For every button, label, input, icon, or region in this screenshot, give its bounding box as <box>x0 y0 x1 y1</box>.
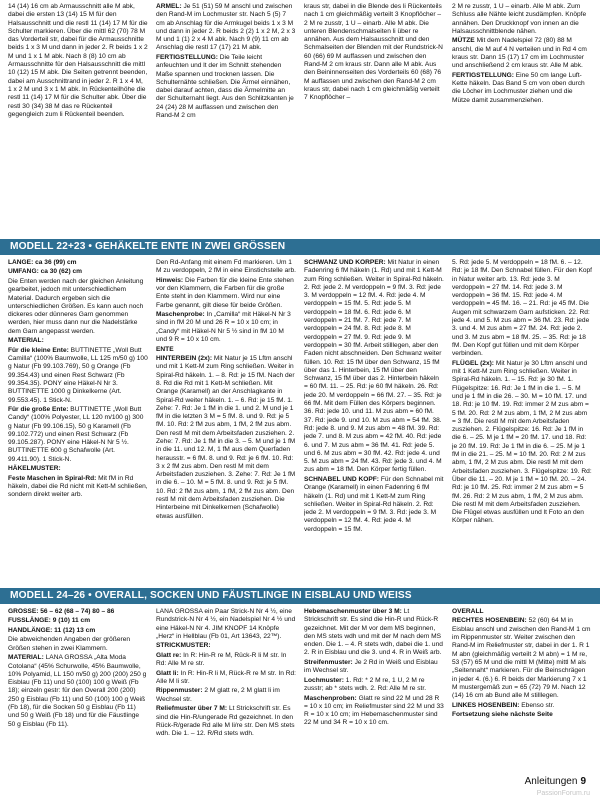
paragraph <box>452 608 592 616</box>
paragraph-text: 52 (60) 64 M in Eisblau anschl und zwischen den Rand-M 1 cm im Rippenmuster str. Weiter zwischen den Rand-M im Reliefmuster str, dabei in der 1. R 1 M abn (gleichmäßig verteilt 2 M abn) = 1 M re, 53 (57) 65 M und die mittl M (Mitte) mittl M als „Seitennaht“ markieren. Für die Beinschrägen in jeder 4. (6.) 6. R beids der Markierung 7 x 1 M mustergemäß zun = 65 (72) 79 M. Nach 12 (14) 16 cm ab Bund alle M stilllegen. <box>452 617 591 700</box>
paragraph <box>452 360 592 526</box>
paragraph-text: FUSSLÄNGE: 9 (10) 11 cm <box>8 617 91 625</box>
paragraph <box>156 652 296 669</box>
paragraph-text: GRÖSSE: 56 – 62 (68 – 74) 80 – 86 <box>8 608 115 615</box>
column <box>452 259 592 584</box>
paragraph-text: kraus str, dabei in die Blende des li Rückenteils nach 1 cm gleichmäßig verteilt 3 Knopflöcher – 2 M re zusstr, 1 U – einarb. Alle M abk. Die unteren Blendenschmalseiten li über re annähen. Aus dem Halsausschnitt und den Schmalseiten der Blenden mit der Rundstrick-N 60 (66) 69 M auffassen und zwischen den Rand-M 2 cm kraus str. Dann alle M abk. Aus den Beininnenseiten des Vorderteils 60 (68) 76 M auffassen und zwischen den Rand-M 2 cm kraus str, dabei nach 1 cm gleichmäßig verteilt 7 Knopflöcher – <box>304 3 443 102</box>
paragraph <box>8 268 148 276</box>
paragraph-heading: MATERIAL: <box>8 337 44 345</box>
paragraph <box>8 465 148 473</box>
paragraph-text: Für den Schnabel mit Orange (Karamell) in einen Fadenring 6 fM häkeln (1. Rd) und mit 1 Kett-M zum Ring schließen. Weiter in Spiral-Rd häkeln. 2. Rd: jede 2. M verdoppeln = 9 fM. 3. Rd: jede 3. M verdoppeln = 12 fM. 4. Rd: jede 4. M verdoppeln = 15 fM. <box>304 475 444 533</box>
paragraph <box>304 659 444 676</box>
paragraph <box>8 654 148 729</box>
paragraph <box>8 406 148 464</box>
paragraph <box>156 670 296 687</box>
paragraph-text: Je 2 Rd in Weiß und Eisblau im Wechsel str. <box>304 658 438 675</box>
paragraph-text: Ebenso str. <box>521 701 555 709</box>
top-continuation-section <box>8 3 592 235</box>
paragraph <box>8 636 148 653</box>
paragraph <box>156 687 296 704</box>
paragraph-text: Mit Natur je 15 Lftm anschl und mit 1 Kett-M zum Ring schließen. Weiter in Spiral-Rd häkeln. 1. – 8. Rd: je 15 fM. Nach der 8. Rd die Rd mit 1 Kett-M schließen. Mit Orange (Karamell) an der Anschlagkante in Spiral-Rd weiter häkeln. 1. – 6. Rd: je 15 fM. 1. Zehe: 7. Rd: Je 1 fM in die 1. und 2. M und je 1 fM in die letzten 3 M = 5 fM. 8. und 9. Rd: je 5 fM. 10. Rd: 2 fM zus abm, 1 fM, 2 fM zus abm. Den restl M mit dem Arbeitsfaden zusziehen. 2. Zehe: 7. Rd: Je 1 fM in die 3. – 5. M und je 1 fM in die 11. und 12. M, 1 fM aus dem Querfaden herausstr. = 6 fM. 8. und 9. Rd: je 6 fM. 10. Rd: 3 x 2 fM zus abm. Den restl M mit dem Arbeitsfaden zusziehen. 3. Zehe: 7. Rd: Je 1 fM in die 6. – 10. M = 5 fM. 8. und 9. Rd: je 5 fM. 10. Rd: 2 fM zus abm, 1 fM, 2 fM zus abm. Den restl M mit dem Arbeitsfaden zusziehen. Die Hinterbeine mit Dinkelkernen (Schafwolle) etwas ausfüllen. <box>156 355 296 520</box>
paragraph-text: Mit Natur je 30 Lftm anschl und mit 1 Kett-M zum Ring schließen. Weiter in Spiral-Rd häkeln. 1. – 15. Rd: je 30 fM. 1. Flügelspitze: 16. Rd: Je 1 fM in die 1. – 5. M und je 1 fM in die 26. – 30. M = 10 fM. 17. und 18. Rd: je 10 fM. 19. Rd: immer 2 M zus abm = 5 fM. 20. Rd: 2 M zus abm, 1 fM, 2 M zus abm = 3 fM. Die restl M mit dem Arbeitsfaden zusziehen. 2. Flügelspitze: 16. Rd: Je 1 fM in die 6. – 25. M je 1 fM = 20 fM. 17. und 18. Rd: je 20 fM. 19. Rd: Je 1 fM in die 6. – 25. M je 1 fM in die 21. – 25. M = 10 fM. 20. Rd: 2 M zus abm, 1 fM, 2 M zus abm. Die restl M mit dem Arbeitsfaden zusziehen. 3. Flügelspitze: 19. Rd: Über die 11. – 20. M je 1 fM = 10 fM. 20. – 24. Rd: je 10 fM. 25. Rd: immer 2 M zus abm = 5 fM. 26. Rd: 2 M zus abm, 1 fM, 2 M zus abm. Die restl M mit dem Arbeitsfaden zusziehen. Die Flügel etwas ausfüllen und lt Foto an den Körper nähen. <box>452 359 592 525</box>
paragraph <box>156 608 296 641</box>
paragraph-heading: ÄRMEL: <box>156 3 182 10</box>
paragraph <box>156 346 296 354</box>
paragraph-heading: Fortsetzung siehe nächste Seite <box>452 711 553 719</box>
paragraph-text: In „Camilla“ mit Häkel-N Nr 3 sind in fM 20 M und 26 R = 10 x 10 cm; in „Candy“ mit Häkel-N Nr 5 ½ sind in fM 10 M und 9 R = 10 x 10 cm. <box>156 311 291 344</box>
paragraph-text: LANA GROSSA ein Paar Strick-N Nr 4 ½, eine Rundstrick-N Nr 4 ½, ein Nadelspiel Nr 4 ½ und eine Häkel-N Nr 4. JIM KNOPF 14 Knöpfe „Herz“ in Hellblau (Fb 01, Art 13643, 22™). <box>156 608 296 640</box>
paragraph <box>452 259 592 359</box>
column <box>304 259 444 584</box>
paragraph-text: Lt Strickschrift str. Es sind die Hin-R und Rück-R gezeichnet. Mit der M vor dem MS beginnen, den MS stets wdh und mit der M nach dem MS enden. Die 1. – 4. R stets wdh, dabei die 1. und 2. R in Eisblau und die 3. und 4. R in Weiß arb. <box>304 608 443 657</box>
paragraph <box>304 695 444 728</box>
paragraph-heading: SCHNABEL UND KOPF: <box>304 475 379 483</box>
paragraph-text: Die Teile leicht anfeuchten und lt der im Schnitt stehenden Maße spannen und trocknen lassen. Die Schulternähte schließen. Die Ärmel einnähen, dabei darauf achten, dass die Ärmelmitte an der Schulternaht liegt. Aus den Schlitzkanten je 24 (24) 28 M auffassen und zwischen den Rand-M 2 cm <box>156 53 294 120</box>
paragraph-text: Mit dem Nadelspiel 72 (80) 88 M anschl, die M auf 4 N verteilen und in Rd 4 cm kraus str. Dann 15 (17) 17 cm im Lochmuster und anschließend 2 cm kraus str. Alle M abk. <box>452 37 587 70</box>
paragraph-text: Eine 50 cm lange Luft-Kette häkeln. Das Band 5 cm von oben durch die Löcher im Lochmuster ziehen und die Mütze damit zusammenziehen. <box>452 71 585 104</box>
paragraph-text: 5. Rd: jede 5. M verdoppeln = 18 fM. 6. – 12. Rd: je 18 fM. Den Schnabel füllen. Für den Kopf in Natur weiter arb. 13. Rd: jede 3. M verdoppeln = 27 fM. 14. Rd: jede 3. M verdoppeln = 36 fM. 15. Rd: jede 4. M verdoppeln = 45 fM. 16. – 21. Rd: je 45 fM. Die Augen mit schwarzem Garn aufsticken. 22. Rd: jede 4. und 5. M zus abm = 36 fM. 23. Rd: jede 3. und 4. M zus abm = 27 fM. 24. Rd: jede 2. und 3. M zus abm = 18 fM. 25. – 35. Rd: je 18 fM. Den Kopf gut füllen und mit dem Körper verbinden. <box>452 259 592 358</box>
paragraph-heading: OVERALL <box>452 608 484 615</box>
column <box>304 608 444 774</box>
paragraph-heading: Rippenmuster: <box>156 687 203 695</box>
column <box>8 259 148 584</box>
column <box>452 3 592 235</box>
paragraph-text: Lt Strickschrift str. Es sind die Hin-R/ungerade Rd gezeichnet. In den Rück-R/gerade Rd alle M li/re str. Den MS stets wdh. Die 1. – 12. R/Rd stets wdh. <box>156 705 295 738</box>
paragraph-heading: Glatt li: <box>156 669 179 677</box>
paragraph-text: BUTTINETTE „Woll Butt Candy“ (100% Polyester, LL 120 m/100 g) 300 g Natur (Fb 99.106.15), 50 g Karamell (Fb 99.102.772) und einen Rest Schwarz (Fb 99.105.287). PONY eine Häkel-N Nr 5 ½. BUTTINETTE 600 g Schafwolle (Art. 99.411.90). 1 Stick-N. <box>8 405 144 463</box>
paragraph-text: BUTTINETTE „Woll Butt Camilla“ (100% Baumwolle, LL 125 m/50 g) 100 g Natur (Fb 99.103.769), 50 g Orange (Fb 99.354.43) und einen Rest Schwarz (Fb 99.354.35). PONY eine Häkel-N Nr 3. BUTTINETTE 1000 g Dinkelkerne (Art. 99.553.45). 1 Stick-N. <box>8 346 148 404</box>
column <box>156 3 296 235</box>
column <box>8 3 148 235</box>
footer-label: Anleitungen <box>524 776 578 787</box>
paragraph-text: Je 51 (51) 59 M anschl und zwischen den Rand-M im Lochmuster str. Nach 5 (5) 7 cm ab Anschlag für die Armkugel beids 1 x 3 M und dann in jeder 2. R beids 2 (2) 1 x 2 M, 2 x 3 M und 1 (1) 2 x 4 M abk. Nach 9 (9) 11 cm ab Anschlag die restl 17 (17) 21 M abk. <box>156 3 296 52</box>
paragraph <box>452 711 592 719</box>
paragraph-text: LÄNGE: ca 36 (99) cm <box>8 259 77 266</box>
paragraph-heading: FLÜGEL (2x): <box>452 359 495 367</box>
page-footer <box>525 776 586 789</box>
paragraph-heading: MATERIAL: <box>8 654 44 662</box>
column <box>304 3 444 235</box>
paragraph-text: Mit Natur in einen Fadenring 6 fM häkeln (1. Rd) und mit 1 Kett-M zum Ring schließen. Weiter in Spiral-Rd häkeln. 2. Rd: jede 2. M verdoppeln = 9 fM. 3. Rd: jede 3. M verdoppeln = 12 fM. 4. Rd: jede 4. M verdoppeln = 15 fM. 5. Rd: jede 5. M verdoppeln = 18 fM. 6. Rd: jede 6. M verdoppeln = 21 fM. 7. Rd: jede 7. M verdoppeln = 24 fM. 8. Rd: jede 8. M verdoppeln = 27 fM. 9. Rd: jede 9. M verdoppeln = 30 fM. Arbeit stilllegen, aber den Faden nicht abschneiden. Den Schwanz weiter füllen. 10. Rd: 15 fM über den Schwanz, 15 fM über das 1. Hinterbein, 15 fM über den Schwanz, 15 fM über das 2. Hinterbein häkeln = 60 fM. 11. – 25. Rd: je 60 fM häkeln. 26. Rd: jede 20. M verdoppeln = 66 fM. 27. – 35. Rd: je 66 fM. Mit dem Füllen des Körpers beginnen. 36. Rd: jede 10. und 11. M zus abm = 60 fM. 37. Rd: jede 9. und 10. M zus abm = 54 fM. 38. Rd: jede 8. und 9. M zus abm = 48 fM. 39. Rd: jede 7. und 8. M zus abm = 42 fM. 40. Rd: jede 6. und 7. M zus abm = 36 fM. 41. Rd: jede 5. und 6. M zus abm = 30 fM. 42. Rd: jede 4. und 5. M zus abm = 24 fM. 43. Rd: jede 3. und 4. M zus abm = 18 fM. Den Körper fertig füllen. <box>304 259 444 474</box>
paragraph <box>304 677 444 694</box>
paragraph-heading: Für die große Ente: <box>8 405 69 413</box>
paragraph <box>8 3 148 119</box>
paragraph-heading: Lochmuster: <box>304 676 344 684</box>
paragraph-text: HANDLÄNGE: 11 (12) 13 cm <box>8 626 96 634</box>
column <box>8 608 148 774</box>
paragraph-heading: Glatt re: <box>156 651 182 659</box>
page-number: 9 <box>580 776 586 787</box>
paragraph-text: LANA GROSSA „Alta Moda Cotolana“ (45% Schurwolle, 45% Baumwolle, 10% Polyamid, LL 150 m/50 g) 200 (200) 250 g Eisblau (Fb 11) und 50 (100) 100 g Weiß (Fb 18); einzeln gestr: für den Overall 200 (200) 250 g Eisblau (Fb 11) und 50 (100) 100 g Weiß (Fb 18), für die Socken 50 g Eisblau (Fb 11) und 50 g Weiß (Fb 18) und für die Fäustlinge 50 g Eisblau (Fb 11). <box>8 654 147 728</box>
paragraph <box>156 54 296 120</box>
paragraph <box>156 705 296 738</box>
paragraph-heading: Feste Maschen in Spiral-Rd: <box>8 474 97 482</box>
column <box>156 259 296 584</box>
paragraph <box>304 608 444 658</box>
paragraph-text: Die Farben für die kleine Ente stehen vor den Klammern, die Farben für die große Ente steht in den Klammern. Wird nur eine Farbe genannt, gilt diese für beide Größen. <box>156 276 294 309</box>
model-24-26-section <box>8 608 592 774</box>
paragraph-heading: HINTERBEIN (2x): <box>156 355 213 363</box>
paragraph-text: Mit fM in Rd häkeln, dabei die Rd nicht mit Kett-M schließen, sondern direkt weiter arb. <box>8 474 148 499</box>
paragraph <box>8 337 148 345</box>
paragraph <box>8 278 148 336</box>
paragraph-text: UMFANG: ca 30 (62) cm <box>8 268 83 276</box>
paragraph <box>304 259 444 475</box>
paragraph-heading: STRICKMUSTER: <box>156 642 211 650</box>
column <box>452 608 592 774</box>
paragraph <box>8 617 148 625</box>
paragraph <box>452 37 592 70</box>
paragraph-heading: Reliefmuster über 7 M: <box>156 705 228 713</box>
paragraph <box>8 475 148 500</box>
paragraph <box>156 277 296 310</box>
paragraph <box>8 627 148 635</box>
paragraph-heading: HÄKELMUSTER: <box>8 465 61 473</box>
paragraph <box>8 347 148 405</box>
paragraph-heading: Hebemaschenmuster über 3 M: <box>304 608 402 615</box>
paragraph-heading: MÜTZE <box>452 37 475 45</box>
paragraph <box>304 3 444 103</box>
paragraph-heading: Maschenproben: <box>304 694 357 702</box>
paragraph-heading: RECHTES HOSENBEIN: <box>452 617 527 625</box>
paragraph <box>156 355 296 521</box>
paragraph-text: 1. Rd: * 2 M re, 1 U, 2 M re zusstr; ab * stets wdh. 2. Rd: Alle M re str. <box>304 676 427 693</box>
paragraph-heading: Maschenprobe: <box>156 311 205 319</box>
paragraph <box>8 608 148 616</box>
column <box>156 608 296 774</box>
model-22-23-section <box>8 259 592 584</box>
paragraph <box>156 3 296 53</box>
paragraph <box>452 617 592 700</box>
section-banner-model-22-23: MODELL 22+23 • GEHÄKELTE ENTE IN ZWEI GRÖSSEN <box>0 239 600 255</box>
paragraph <box>156 642 296 650</box>
section-banner-model-24-26: MODELL 24–26 • OVERALL, SOCKEN UND FÄUSTLINGE IN EISBLAU UND WEISS <box>0 588 600 604</box>
paragraph-text: 14 (14) 16 cm ab Armausschnitt alle M abk, dabei die ersten 13 (14) 15 M für den Halsausschnitt und die restl 11 (14) 17 M für die Schulter markieren. Über die mittl 62 (70) 78 M das Vorderteil str, dabei für die Armausschnitte beids 1 x 3 M und dann in jeder 2. R beids 1 x 2 M und 1 x 1 M abk. Nach 8 (8) 10 cm ab Armausschnitte für den Halsausschnitt die mittl 10 (12) 15 M abk. Die Seiten getrennt beenden, dabei am Ausschnittrand in jeder 2. R 1 x 4 M, 1 x 2 M und 3 x 1 M abk. In Rückenteilhöhe die restl 11 (14) 17 M für die Schulter abk. Über die restl 30 (34) 38 M das re Rückenteil gegengleich zum li Rückenteil beenden. <box>8 3 148 118</box>
paragraph-heading: ENTE <box>156 345 174 353</box>
paragraph <box>452 702 592 710</box>
paragraph <box>452 3 592 36</box>
paragraph <box>452 72 592 105</box>
paragraph-text: Die abweichenden Angaben der größeren Größen stehen in zwei Klammern. <box>8 636 131 652</box>
paragraph-heading: FERTIGSTELLUNG: <box>452 71 514 79</box>
paragraph-heading: Streifenmuster: <box>304 658 353 666</box>
paragraph-text: Die Enten werden nach der gleichen Anleitung gearbeitet, jedoch mit unterschiedlichem Material. Dadurch ergeben sich die unterschiedlichen Größen. Es kann auch noch dickeres oder dünneres Garn genommen werden, hier muss dann nur die Nadelstärke dem Garn angepasst werden. <box>8 277 144 335</box>
paragraph <box>304 476 444 534</box>
paragraph-text: 2 M glatt re, 2 M glatt li im Wechsel str. <box>156 687 280 703</box>
paragraph-heading: SCHWANZ UND KÖRPER: <box>304 259 386 266</box>
paragraph-text: In R: Hin-R li M, Rück-R re M str. In Rd: Alle M li str. <box>156 669 296 685</box>
paragraph <box>8 259 148 267</box>
paragraph-heading: LINKES HOSENBEIN: <box>452 701 520 709</box>
paragraph-text: Glatt re sind 22 M und 28 R = 10 x 10 cm; im Reliefmuster sind 22 M und 33 R = 10 x 10 cm; im Hebemaschenmuster sind 22 M und 34 R = 10 x 10 cm. <box>304 694 444 727</box>
paragraph-heading: FERTIGSTELLUNG: <box>156 53 218 61</box>
paragraph-text: Den Rd-Anfang mit einem Fd markieren. Um 1 M zu verdoppeln, 2 fM in eine Einstichstelle arb. <box>156 259 296 275</box>
paragraph-text: 2 M re zusstr, 1 U – einarb. Alle M abk. Zum Schluss alle Nähte leicht zusdämpfen. Knöpfe annähen. Den Druckknopf von innen an die Halsausschnittblende nähen. <box>452 3 587 35</box>
paragraph <box>156 311 296 344</box>
watermark: PassionForum.ru <box>536 790 590 797</box>
paragraph-heading: Für die kleine Ente: <box>8 346 69 354</box>
paragraph-text: In R: Hin-R re M, Rück-R li M str. In Rd: Alle M re str. <box>156 651 287 668</box>
paragraph-heading: Hinweis: <box>156 276 184 284</box>
paragraph <box>156 259 296 276</box>
